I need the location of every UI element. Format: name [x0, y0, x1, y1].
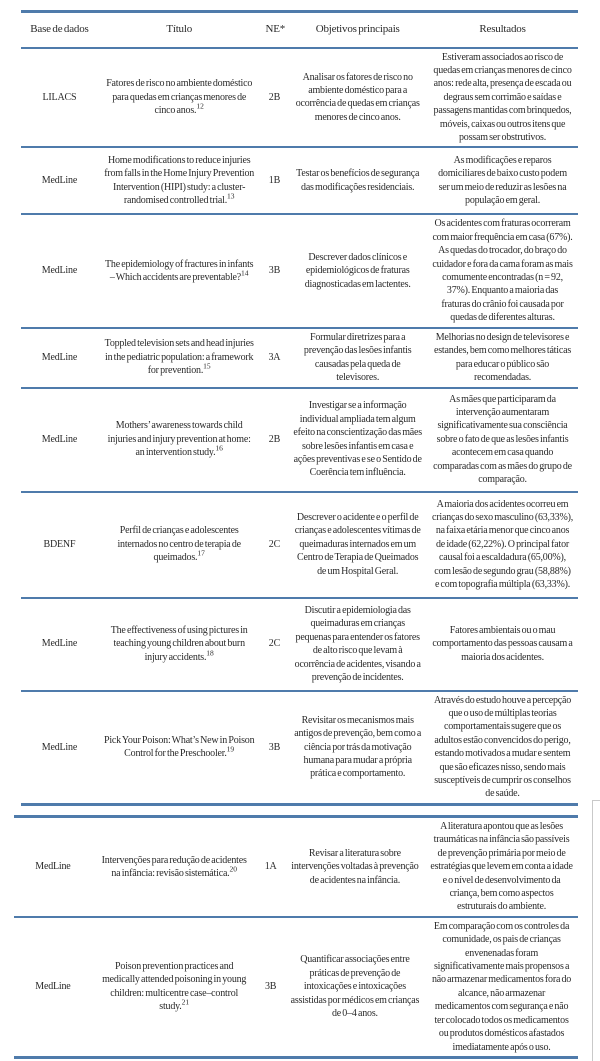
study-title: Intervenções para redução de acidentes na infância: revisão sistemática.	[101, 854, 247, 879]
cell-database: MedLine	[41, 175, 78, 187]
cell-title	[98, 48, 261, 148]
reference-superscript: 15	[203, 361, 211, 371]
cell-results: Através do estudo houve a percepção que o uso de múltiplas teorias comportamentais sugere que os adultos estão convencidos do perigo, estando motivados a mudar e sentem que são eficazes nisso, sendo mais susceptíveis de cumprir os conselhos de saúde.	[433, 694, 572, 800]
table-row	[21, 492, 578, 598]
cell-database: BDENF	[43, 538, 76, 550]
column-header-title: Título	[166, 23, 193, 36]
cell-results: Estiveram associados ao risco de quedas em crianças menores de cinco anos: rede alta, presença de escada ou degraus sem corrimão e saídas e passagens mantidas com brinquedos, móveis, caixas ou outros itens que possam ser obstrutivos.	[433, 51, 572, 143]
cell-evidence-level: 3B	[264, 981, 277, 993]
cell-evidence-level: 3A	[268, 351, 281, 363]
cell-objectives: Discutir a epidemiologia das queimaduras em crianças pequenas para entender os fatores de alto risco que levam à ocorrência de acidentes, visando a prevenção de incidentes.	[294, 604, 421, 683]
cell-database: MedLine	[35, 861, 71, 873]
cell-results: Os acidentes com fraturas ocorreram com maior frequência em casa (67%). As quedas do trocador, do braço do cuidador e fora da cama foram as mais comumente encontradas (n = 92, 37%). Enquanto a maioria das fraturas do crânio foi causada por quedas de diferentes alturas.	[432, 218, 573, 324]
cell-evidence-level: 2B	[268, 91, 281, 103]
column-header-evidence-level: NE*	[265, 23, 286, 36]
cell-title	[98, 598, 261, 691]
table-header-row	[21, 12, 578, 48]
cell-title	[98, 388, 261, 492]
study-title: Mothers’ awareness towards child injuries and injury prevention at home: an intervention study.	[107, 420, 251, 459]
table-row	[21, 691, 578, 805]
cell-evidence-level: 1A	[264, 861, 277, 873]
cell-title	[98, 328, 261, 388]
reference-superscript: 18	[206, 648, 214, 658]
cell-results: As modificações e reparos domiciliares de baixo custo podem ser um meio de reduzir as lesões na população em geral.	[438, 155, 567, 207]
cell-evidence-level: 1B	[268, 175, 281, 187]
reference-superscript: 19	[226, 744, 235, 754]
cell-results: As mães que participaram da intervenção aumentaram significativamente sua consciência sobre o fato de que as lesões infantis acontecem em casa quando comparadas com as mães do grupo de comparação.	[433, 393, 572, 486]
cell-title	[92, 917, 257, 1058]
table-row	[21, 214, 578, 327]
study-title: Perfil de crianças e adolescentes internados no centro de terapia de queimados.	[117, 525, 241, 564]
reference-superscript: 16	[215, 443, 223, 453]
cell-evidence-level: 2C	[268, 638, 281, 650]
cell-results: A maioria dos acidentes ocorreu em crianças do sexo masculino (63,33%), na faixa etária menor que cinco anos de idade (62,22%). O principal fator causal foi a escaldadura (65,00%), com lesão de segundo grau (58,88%) e com topografia múltipla (63,33%).	[432, 498, 574, 591]
cell-results: Melhorias no design de televisores e estandes, bem como melhores táticas para educar o público são recomendadas.	[434, 331, 572, 383]
cell-objectives: Revisar a literatura sobre intervenções voltadas à prevenção de acidentes na infância.	[291, 847, 419, 886]
cell-title	[98, 214, 261, 327]
cell-title	[98, 691, 261, 805]
study-title: The epidemiology of fractures in infants – Which accidents are preventable?	[105, 258, 254, 283]
cell-database: MedLine	[35, 981, 71, 993]
cell-evidence-level: 2C	[268, 538, 281, 550]
cell-objectives: Descrever dados clínicos e epidemiológicos de fraturas diagnosticadas em lactentes.	[304, 251, 411, 290]
cell-objectives: Analisar os fatores de risco no ambiente doméstico para a ocorrência de quedas em crianças menores de cinco anos.	[295, 71, 420, 123]
study-title: Home modifications to reduce injuries from falls in the Home Injury Prevention Intervention (HIPI) study: a cluster-randomised controlled trial.	[104, 155, 255, 207]
reference-superscript: 14	[241, 268, 249, 278]
reference-superscript: 12	[196, 101, 204, 111]
cell-title	[98, 147, 261, 214]
cell-objectives: Quantificar associações entre práticas de prevenção de intoxicações e intoxicações assistidas por médicos em crianças de 0–4 anos.	[290, 954, 420, 1019]
cell-results: A literatura apontou que as lesões traumáticas na infância são passíveis de prevenção primária por meio de estratégias que levem em conta a idade e o nível de desenvolvimento da criança, bem como aspectos estruturais do ambiente.	[430, 821, 573, 913]
cell-title	[98, 492, 261, 598]
table-row	[21, 147, 578, 214]
study-title: Pick Your Poison: What’s New in Poison Control for the Preschooler.	[103, 734, 255, 760]
cell-objectives: Descrever o acidente e o perfil de crianças e adolescentes vítimas de queimaduras internados em um Centro de Terapia de Queimados de um Hospital Geral.	[294, 512, 421, 577]
table-row	[21, 388, 578, 492]
cell-database: MedLine	[41, 351, 78, 363]
table-row	[14, 917, 578, 1058]
column-header-results: Resultados	[479, 23, 526, 36]
cell-objectives: Revisitar os mecanismos mais antigos de prevenção, bem como a ciência por trás da motivação humana para mudar a própria prática e comportamento.	[294, 714, 422, 780]
column-header-objectives: Objetivos principais	[315, 23, 400, 36]
cell-database: MedLine	[41, 265, 78, 277]
table-row	[14, 817, 578, 917]
reference-superscript: 21	[181, 997, 190, 1007]
cell-database: MedLine	[41, 638, 78, 650]
reference-superscript: 13	[227, 191, 235, 201]
cell-evidence-level: 2B	[268, 433, 281, 445]
cell-results: Fatores ambientais ou o mau comportamento das pessoas causam a maioria dos acidentes.	[432, 624, 573, 663]
study-title: The effectiveness of using pictures in teaching young children about burn injury accidents.	[110, 624, 248, 663]
table-row	[21, 48, 578, 148]
cell-objectives: Formular diretrizes para a prevenção das lesões infantis causadas pela queda de televisores.	[303, 331, 412, 383]
cell-database: MedLine	[41, 433, 78, 445]
review-table-section-2	[14, 815, 578, 1059]
table-row	[21, 328, 578, 388]
page-edge-corner	[592, 800, 600, 801]
reference-superscript: 20	[229, 864, 237, 874]
cell-objectives: Testar os benefícios de segurança das modificações residenciais.	[296, 168, 420, 193]
reference-superscript: 17	[197, 548, 205, 558]
column-header-database: Base de dados	[30, 23, 89, 36]
study-title: Poison prevention practices and medically attended poisoning in young children: multicentre case–control study.	[102, 961, 247, 1013]
cell-database: MedLine	[41, 741, 78, 753]
review-table-section-1	[21, 10, 578, 806]
cell-objectives: Investigar se a informação individual ampliada tem algum efeito na conscientização das mães sobre lesões infantis em casa e ações preventivas e se o Sentido de Coerência tem influência.	[293, 400, 422, 479]
table-row	[21, 598, 578, 691]
study-title: Toppled television sets and head injuries in the pediatric population: a framework for prevention.	[104, 338, 254, 377]
study-title: Fatores de risco no ambiente doméstico para quedas em crianças menores de cinco anos.	[106, 78, 253, 117]
cell-database: LILACS	[42, 91, 77, 103]
page-edge-line	[592, 800, 593, 1061]
cell-results: Em comparação com os controles da comunidade, os pais de crianças envenenadas foram significativamente mais propensos a não armazenar medicamentos fora do alcance, não armazenar medicamentos com segurança e não ter colocado todos os medicamentos ou produtos domésticos afastados imediatamente após o uso.	[431, 920, 572, 1053]
cell-title	[92, 817, 257, 917]
cell-evidence-level: 3B	[268, 265, 281, 277]
cell-evidence-level: 3B	[268, 741, 281, 753]
